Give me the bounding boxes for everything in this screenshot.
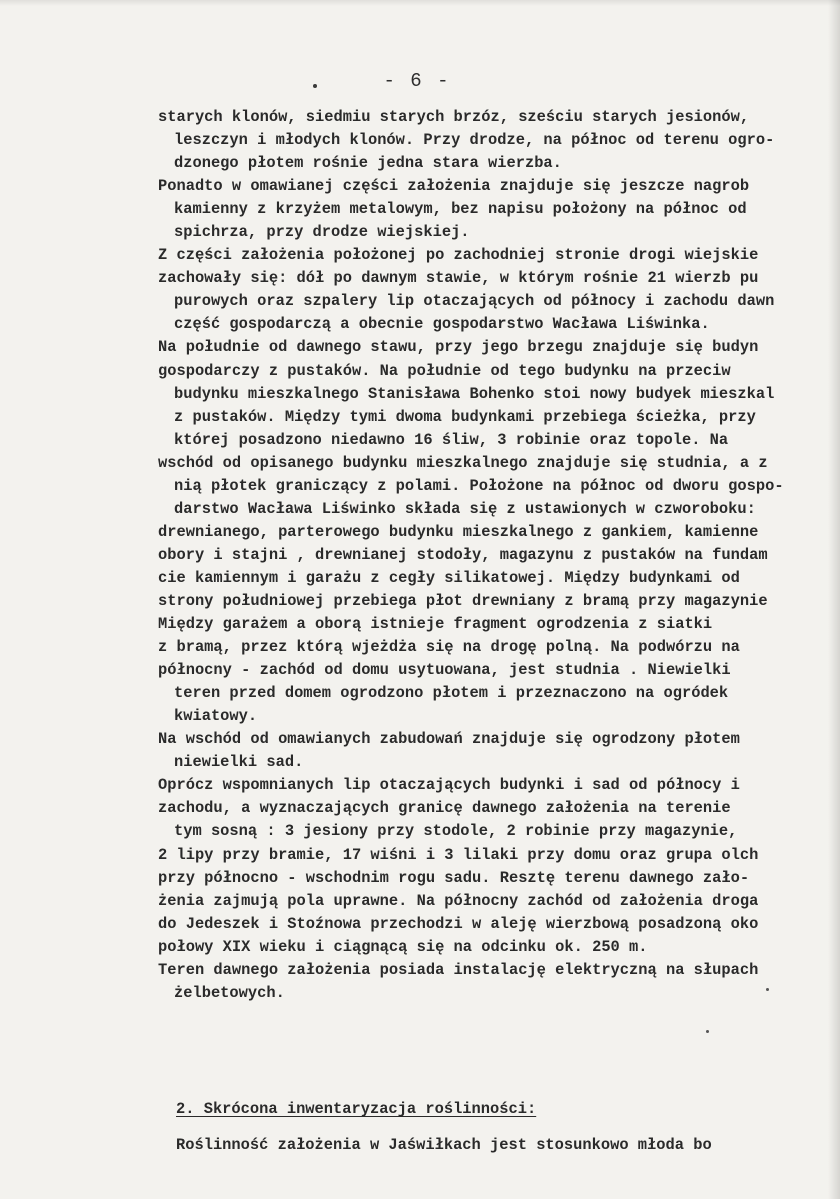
body-text (158, 106, 834, 1005)
text-line: do Jedeszek i Stoźnowa przechodzi w aleję wierzbową posadzoną oko (158, 914, 759, 933)
text-line: purowych oraz szpalery lip otaczających od północy i zachodu dawn (174, 292, 775, 311)
text-line: Na wschód od omawianych zabudowań znajduje się ogrodzony płotem (158, 730, 740, 749)
text-line: Ponadto w omawianej części założenia znajduje się jeszcze nagrob (158, 177, 750, 196)
section-heading: 2. Skrócona inwentaryzacja roślinności: (176, 1100, 537, 1118)
text-line: żenia zajmują pola uprawne. Na północny zachód od założenia droga (158, 891, 759, 910)
text-line: Oprócz wspomnianych lip otaczających budynki i sad od północy i (158, 776, 740, 795)
text-line: Z części założenia położonej po zachodniej stronie drogi wiejskie (158, 246, 759, 265)
text-line: kwiatowy. (174, 707, 258, 726)
text-line: leszczyn i młodych klonów. Przy drodze, na północ od terenu ogro- (174, 131, 775, 150)
text-line: spichrza, przy drodze wiejskiej. (174, 223, 470, 242)
page-top-shadow (0, 0, 840, 6)
text-line: Na południe od dawnego stawu, przy jego brzegu znajduje się budyn (158, 338, 759, 357)
text-line: tym sosną : 3 jesiony przy stodole, 2 robinie przy magazynie, (174, 822, 738, 841)
text-line: Między garażem a oborą istnieje fragment ogrodzenia z siatki (158, 615, 713, 634)
text-line: z pustaków. Między tymi dwoma budynkami przebiega ścieżka, przy (174, 407, 756, 426)
text-line: darstwo Wacława Liświnko składa się z ustawionych w czworoboku: (174, 499, 756, 518)
section-first-line: Roślinność założenia w Jaświłkach jest stosunkowo młoda bo (176, 1136, 712, 1154)
text-line: nią płotek graniczący z polami. Położone na północ od dworu gospo- (174, 476, 784, 495)
text-line: zachowały się: dół po dawnym stawie, w którym rośnie 21 wierzb pu (158, 269, 759, 288)
page-number: - 6 - (383, 70, 451, 92)
text-line: połowy XIX wieku i ciągnącą się na odcinku ok. 250 m. (158, 937, 648, 956)
text-line: strony południowej przebiega płot drewniany z bramą przy magazynie (158, 591, 768, 610)
text-line: cie kamiennym i garażu z cegły silikatowej. Między budynkami od (158, 568, 740, 587)
text-line: obory i stajni , drewnianej stodoły, magazynu z pustaków na fundam (158, 545, 768, 564)
text-line: starych klonów, siedmiu starych brzóz, sześciu starych jesionów, (158, 108, 750, 126)
text-line: część gospodarczą a obecnie gospodarstwo Wacława Liświnka. (174, 315, 710, 334)
text-line: teren przed domem ogrodzono płotem i przeznaczono na ogródek (174, 684, 729, 703)
text-line: przy północno - wschodnim rogu sadu. Resztę terenu dawnego zało- (158, 868, 750, 887)
text-line: żelbetowych. (174, 983, 285, 1002)
text-line: kamienny z krzyżem metalowym, bez napisu położony na północ od (174, 200, 747, 219)
text-line: wschód od opisanego budynku mieszkalnego znajduje się studnia, a z (158, 453, 768, 472)
text-line: niewielki sad. (174, 753, 304, 772)
text-line: drewnianego, parterowego budynku mieszkalnego z gankiem, kamienne (158, 522, 759, 541)
text-line: gospodarczy z pustaków. Na południe od tego budynku na przeciw (158, 361, 731, 380)
header-dot-mark (313, 84, 317, 88)
text-line: dzonego płotem rośnie jedna stara wierzba. (174, 154, 562, 173)
text-line: zachodu, a wyznaczających granicę dawnego założenia na terenie (158, 799, 731, 818)
paper-speck (706, 1030, 709, 1033)
text-line: budynku mieszkalnego Stanisława Bohenko stoi nowy budyek mieszkal (174, 384, 775, 403)
text-line: 2 lipy przy bramie, 17 wiśni i 3 lilaki przy domu oraz grupa olch (158, 845, 759, 864)
text-line: Teren dawnego założenia posiada instalację elektryczną na słupach (158, 960, 759, 979)
paper-speck (766, 988, 769, 991)
page-header (0, 70, 840, 98)
text-line: której posadzono niedawno 16 śliw, 3 robinie oraz topole. Na (174, 430, 729, 449)
text-line: z bramą, przez którą wjeżdża się na drogę polną. Na podwórzu na (158, 638, 740, 657)
text-line: północny - zachód od domu usytuowana, jest studnia . Niewielki (158, 661, 731, 680)
